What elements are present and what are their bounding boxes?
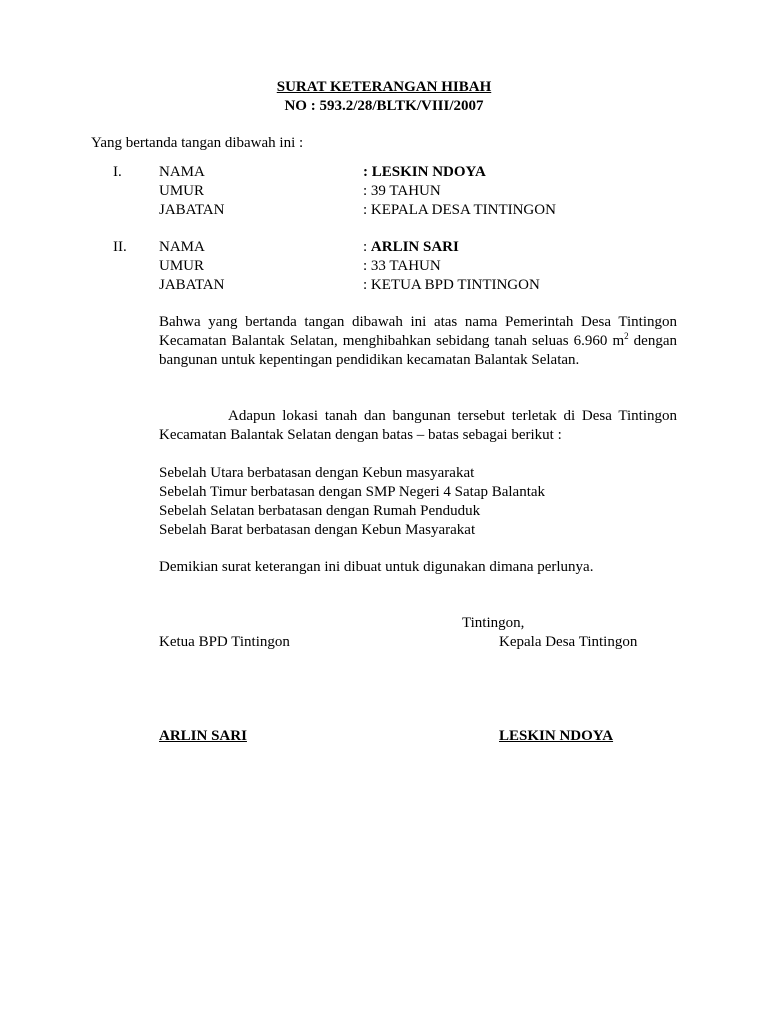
field-value	[363, 257, 441, 276]
right-signatory-title: Kepala Desa Tintingon	[499, 634, 638, 650]
boundary-east: Sebelah Timur berbatasan dengan SMP Negeri 4 Satap Balantak	[159, 484, 546, 500]
location-paragraph: Adapun lokasi tanah dan bangunan tersebut terletak di Desa Tintingon Kecamatan Balantak Selatan dengan batas – batas sebagai berikut :	[159, 408, 677, 443]
boundary-south: Sebelah Selatan berbatasan dengan Rumah Penduduk	[159, 503, 481, 519]
position-value: KEPALA DESA TINTINGON	[370, 202, 556, 218]
party-numeral: I.	[113, 164, 122, 180]
left-signatory-name: ARLIN SARI	[159, 728, 247, 744]
position-value: KETUA BPD TINTINGON	[370, 277, 540, 293]
field-label: JABATAN	[159, 202, 225, 218]
intro-text: Yang bertanda tangan dibawah ini :	[91, 135, 304, 151]
boundary-north: Sebelah Utara berbatasan dengan Kebun masyarakat	[159, 465, 475, 481]
left-signatory-title: Ketua BPD Tintingon	[159, 634, 290, 650]
area-exponent: 2	[624, 331, 629, 341]
field-separator: :	[363, 164, 372, 180]
boundary-west: Sebelah Barat berbatasan dengan Kebun Masyarakat	[159, 522, 476, 538]
grant-text: Bahwa yang bertanda tangan dibawah ini atas nama Pemerintah Desa Tintingon Kecamatan Balantak Selatan, menghibahkan sebidang tanah seluas 6.960 m	[159, 314, 677, 349]
field-value	[363, 238, 459, 257]
field-value	[363, 201, 556, 220]
field-label: UMUR	[159, 258, 205, 274]
field-separator: :	[363, 239, 371, 255]
field-separator: :	[363, 183, 371, 199]
field-value	[363, 182, 441, 201]
field-value	[363, 163, 486, 182]
party-numeral: II.	[113, 239, 127, 255]
grant-paragraph	[159, 313, 677, 370]
letter-number: NO : 593.2/28/BLTK/VIII/2007	[284, 98, 484, 114]
place-text: Tintingon,	[462, 615, 525, 631]
name-value: ARLIN SARI	[370, 239, 459, 255]
field-label: NAMA	[159, 239, 205, 255]
name-value: LESKIN NDOYA	[371, 164, 486, 180]
age-value: 33 TAHUN	[370, 258, 441, 274]
field-label: UMUR	[159, 183, 205, 199]
age-value: 39 TAHUN	[370, 183, 441, 199]
grant-text-end: dengan bangunan untuk kepentingan pendidikan kecamatan Balantak Selatan.	[159, 333, 677, 368]
closing-text: Demikian surat keterangan ini dibuat untuk digunakan dimana perlunya.	[159, 559, 594, 575]
field-separator: :	[363, 202, 371, 218]
field-value	[363, 276, 540, 295]
field-label: NAMA	[159, 164, 205, 180]
right-signatory-name: LESKIN NDOYA	[499, 728, 614, 744]
letter-title: SURAT KETERANGAN HIBAH	[276, 79, 492, 95]
field-separator: :	[363, 258, 371, 274]
field-label: JABATAN	[159, 277, 225, 293]
field-separator: :	[363, 277, 371, 293]
